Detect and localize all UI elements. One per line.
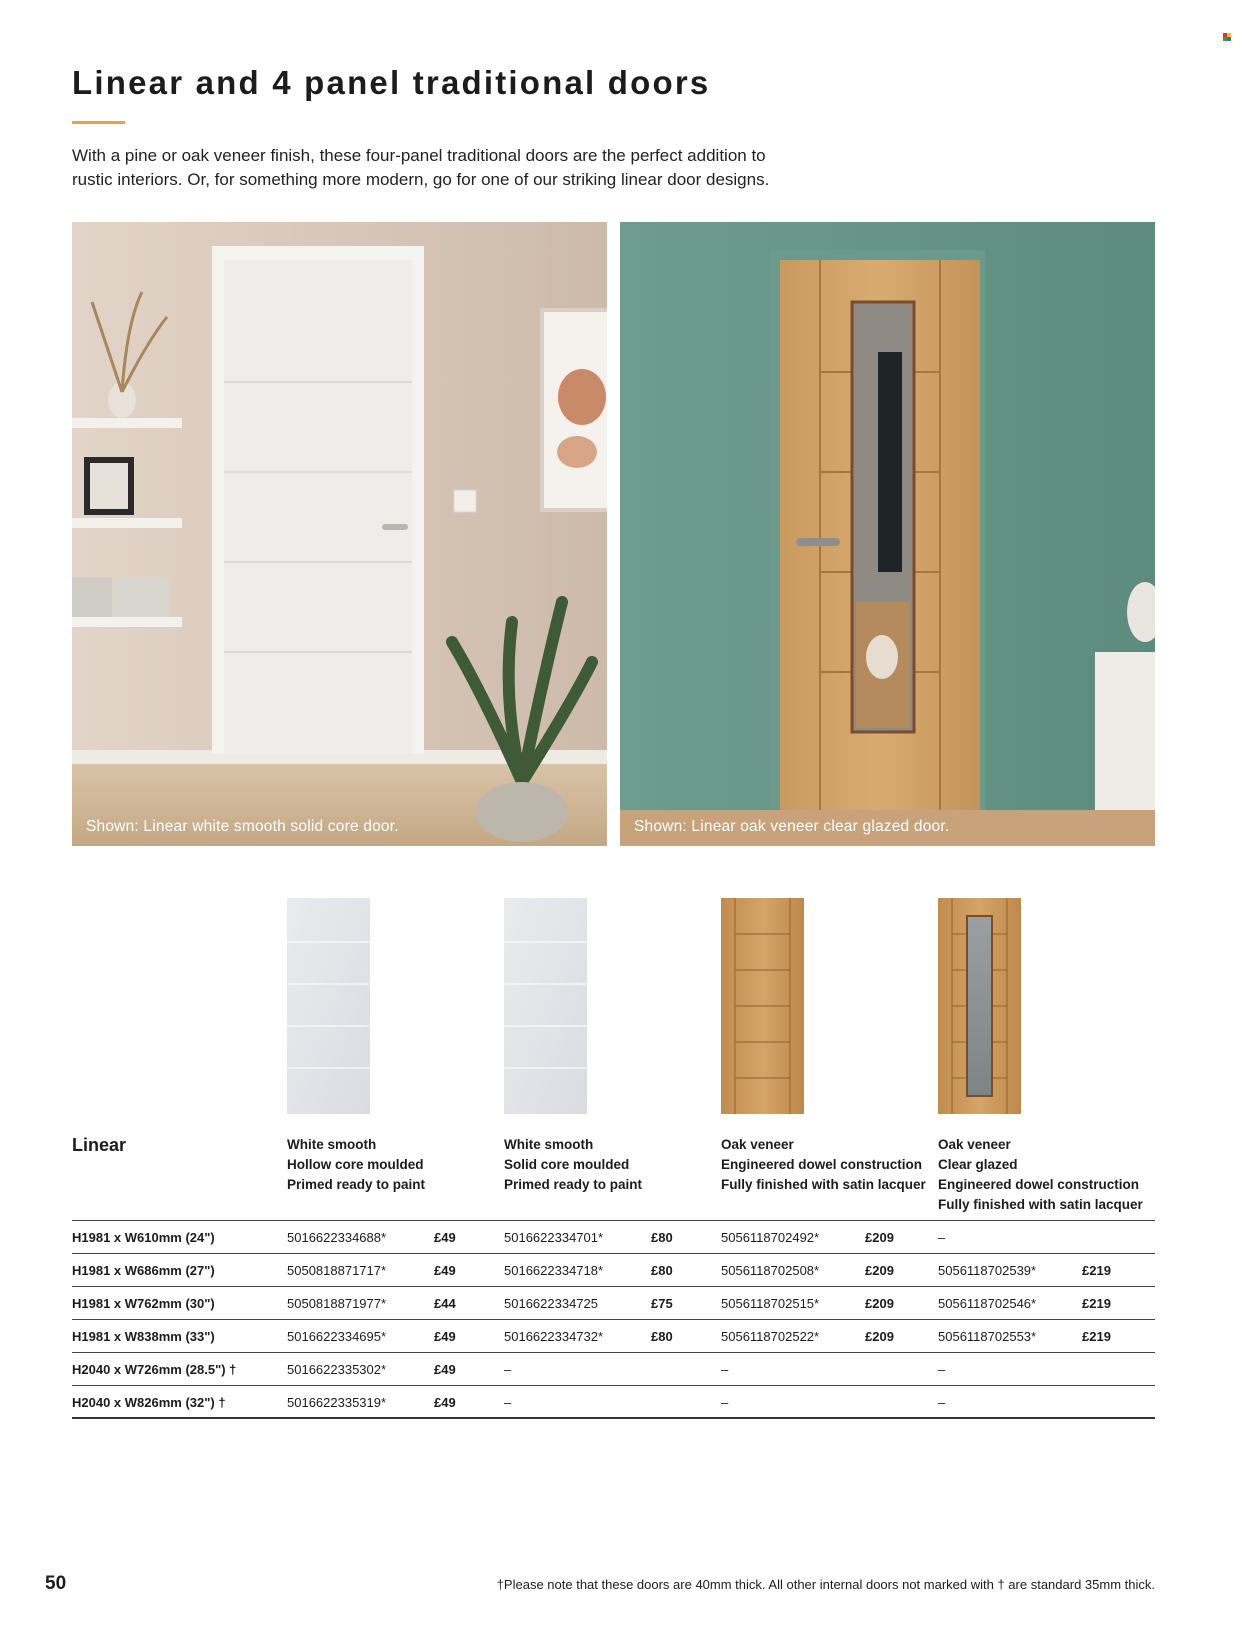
ean-cell: – [721,1395,729,1410]
product-desc-line: Primed ready to paint [287,1177,426,1192]
room-illustration-oak-door [620,222,1155,846]
product-desc-line: Solid core moulded [504,1157,630,1172]
product-desc-line: Oak veneer [938,1137,1011,1152]
ean-cell: – [504,1395,512,1410]
product-description-3 [721,1135,926,1195]
price-cell: £219 [1082,1296,1111,1311]
table-row [72,1254,1155,1287]
product-description-1 [287,1135,425,1195]
size-cell: H2040 x W726mm (28.5") † [72,1362,237,1377]
product-description-2 [504,1135,642,1195]
product-description-4 [938,1135,1143,1215]
title-accent-rule [72,121,125,124]
price-cell: £49 [434,1362,456,1377]
ean-cell: 5056118702515* [721,1296,820,1311]
door-thumbnail-oak-veneer [721,898,804,1114]
white-linear-door-icon [504,898,587,1114]
lifestyle-photo-white-door [72,222,607,846]
ean-cell: 5056118702546* [938,1296,1037,1311]
room-illustration-white-door [72,222,607,846]
product-desc-line: Fully finished with satin lacquer [938,1197,1143,1212]
lifestyle-photo-oak-door [620,222,1155,846]
ean-cell: 5016622334725 [504,1296,598,1311]
product-desc-line: White smooth [287,1137,377,1152]
table-row [72,1386,1155,1419]
ean-cell: 5016622334695* [287,1329,387,1344]
ean-cell: – [721,1362,729,1377]
table-row [72,1221,1155,1254]
price-cell: £209 [865,1263,894,1278]
ean-cell: 5016622334688* [287,1230,387,1245]
product-desc-line: Fully finished with satin lacquer [721,1177,926,1192]
size-cell: H1981 x W610mm (24") [72,1230,215,1245]
size-cell: H2040 x W826mm (32") † [72,1395,226,1410]
product-desc-line: Oak veneer [721,1137,794,1152]
price-cell: £80 [651,1329,673,1344]
brand-logo-icon [1223,33,1231,41]
price-cell: £75 [651,1296,673,1311]
ean-cell: 5056118702492* [721,1230,820,1245]
page-number: 50 [45,1573,67,1594]
table-row [72,1320,1155,1353]
ean-cell: 5056118702539* [938,1263,1037,1278]
ean-cell: 5016622335319* [287,1395,387,1410]
price-cell: £209 [865,1329,894,1344]
price-cell: £209 [865,1230,894,1245]
price-cell: £49 [434,1395,456,1410]
price-cell: £80 [651,1230,673,1245]
price-cell: £80 [651,1263,673,1278]
door-thumbnail-white-solid [504,898,587,1114]
product-desc-line: White smooth [504,1137,594,1152]
size-cell: H1981 x W838mm (33") [72,1329,215,1344]
photo-caption-right: Shown: Linear oak veneer clear glazed door. [634,818,950,835]
door-thumbnail-oak-glazed [938,898,1021,1114]
oak-linear-door-icon [721,898,804,1114]
section-label-linear: Linear [72,1135,127,1155]
product-desc-line: Clear glazed [938,1157,1018,1172]
price-cell: £219 [1082,1329,1111,1344]
price-cell: £44 [434,1296,456,1311]
ean-cell: – [938,1395,946,1410]
ean-cell: – [504,1362,512,1377]
ean-cell: 5016622334718* [504,1263,604,1278]
price-cell: £49 [434,1329,456,1344]
size-cell: H1981 x W686mm (27") [72,1263,215,1278]
price-cell: £49 [434,1263,456,1278]
product-desc-line: Primed ready to paint [504,1177,643,1192]
ean-cell: 5016622334701* [504,1230,604,1245]
product-desc-line: Engineered dowel construction [938,1177,1140,1192]
ean-cell: 5056118702508* [721,1263,820,1278]
product-desc-line: Engineered dowel construction [721,1157,923,1172]
product-desc-line: Hollow core moulded [287,1157,424,1172]
ean-cell: – [938,1362,946,1377]
intro-line-1: With a pine or oak veneer finish, these four-panel traditional doors are the perfect addition to [72,146,766,165]
ean-cell: – [938,1230,946,1245]
price-cell: £209 [865,1296,894,1311]
door-thumbnail-white-hollow [287,898,370,1114]
footnote: †Please note that these doors are 40mm thick. All other internal doors not marked with † are standard 35mm thick. [496,1577,1155,1592]
white-linear-door-icon [287,898,370,1114]
ean-cell: 5056118702553* [938,1329,1037,1344]
ean-cell: 5056118702522* [721,1329,820,1344]
ean-cell: 5016622335302* [287,1362,387,1377]
price-table [72,1220,1155,1419]
intro-text [72,144,972,192]
price-cell: £219 [1082,1263,1111,1278]
price-cell: £49 [434,1230,456,1245]
photo-caption-left: Shown: Linear white smooth solid core door. [86,818,399,835]
table-row [72,1353,1155,1386]
ean-cell: 5050818871977* [287,1296,387,1311]
ean-cell: 5016622334732* [504,1329,604,1344]
size-cell: H1981 x W762mm (30") [72,1296,215,1311]
table-row [72,1287,1155,1320]
oak-glazed-door-icon [938,898,1021,1114]
ean-cell: 5050818871717* [287,1263,387,1278]
page-title: Linear and 4 panel traditional doors [72,64,711,101]
intro-line-2: rustic interiors. Or, for something more modern, go for one of our striking linear door designs. [72,170,770,189]
